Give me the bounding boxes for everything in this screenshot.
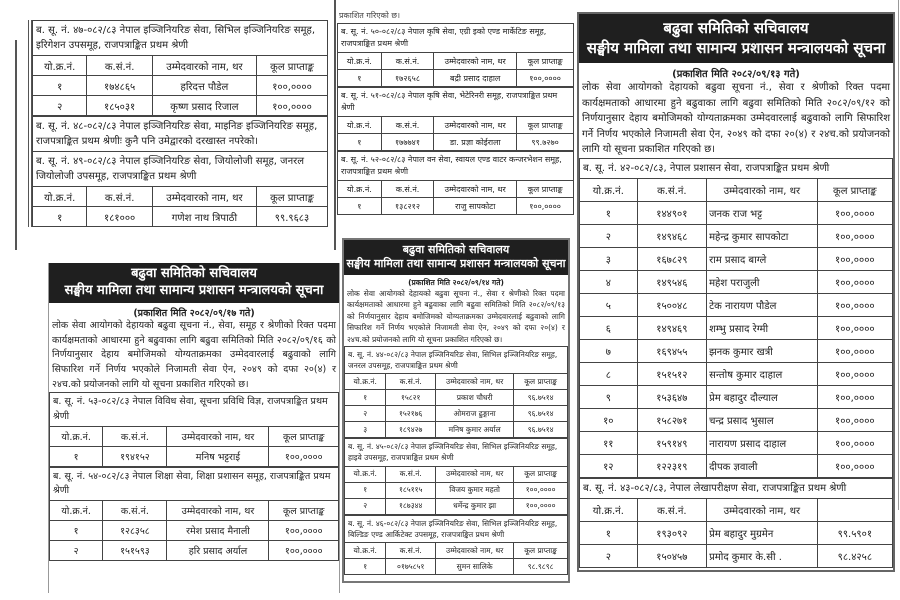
table-row [580, 201, 893, 224]
candidate-name-cell: राजु सापकोटा [434, 198, 517, 215]
roll-number-cell: १५९१४९ [637, 431, 706, 454]
results-table [32, 186, 328, 227]
notice-subtitle: सङ्घीय मामिला तथा सामान्य प्रशासन मन्त्रालयको सूचना [64, 282, 324, 298]
column-header: यो.क्र.नं. [345, 466, 386, 482]
candidate-name-cell: प्रकाश चौधरी [436, 390, 514, 406]
column-header: यो.क्र.नं. [580, 498, 638, 521]
table-row [580, 385, 893, 408]
candidate-name-cell: शम्भु प्रसाद रेग्मी [707, 316, 818, 339]
publication-date: (प्रकाशित मिति २०८२/०९/१४ गते) [408, 277, 504, 287]
results-table [337, 180, 574, 215]
notice-title: बढुवा समितिको सचिवालय [663, 19, 809, 37]
column-header: यो.क्र.नं. [50, 426, 103, 446]
results-table [344, 373, 568, 438]
table-row [345, 390, 568, 406]
serial-cell: ३ [580, 247, 638, 270]
table-row [50, 446, 339, 466]
total-score-cell: १००,०००० [269, 541, 339, 561]
candidate-name-cell: हरि प्रसाद अर्याल [167, 541, 269, 561]
notice-subtitle: सङ्घीय मामिला तथा सामान्य प्रशासन मन्त्रालयको सूचना [346, 257, 566, 271]
total-score-cell: १००,०००० [256, 96, 327, 116]
serial-cell: १ [338, 198, 382, 215]
notice-clipping [48, 263, 340, 593]
notice-clipping [577, 12, 895, 572]
table-header-row [345, 466, 568, 482]
table-row [50, 521, 339, 541]
total-score-cell: ९६.७५१४ [514, 422, 568, 438]
table-header-row [345, 543, 568, 559]
serial-cell: १ [345, 390, 386, 406]
column-header: क.सं.नं. [386, 466, 436, 482]
notice-subtitle: सङ्घीय मामिला तथा सामान्य प्रशासन मन्त्रालयको सूचना [586, 38, 886, 57]
advertisement-heading: ब. सू. नं. ४५-०८२/८३ नेपाल इञ्जिनियरिङ सेवा, सिभिल इञ्जिनियरिङ समूह, हाइवे उपसमूह, राजपत्राङ्कित प्रथम श्रेणी [344, 438, 568, 466]
roll-number-cell: १८७३४४ [386, 498, 436, 514]
candidate-name-cell: गणेश नाथ त्रिपाठी [152, 207, 256, 227]
column-header: क.सं.नं. [103, 501, 167, 521]
serial-cell: १० [580, 408, 638, 431]
roll-number-cell: ०१७५८५१ [386, 559, 436, 575]
column-header: कूल प्राप्ताङ्क [269, 426, 339, 446]
roll-number-cell: १९४१५२ [103, 446, 167, 466]
total-score-cell: १००,०००० [517, 70, 574, 87]
column-header: उम्मेदवारको नाम, थर [436, 374, 514, 390]
serial-cell: ६ [580, 316, 638, 339]
column-header: उम्मेदवारको नाम, थर [707, 498, 818, 521]
column-header: कूल प्राप्ताङ्क [256, 56, 327, 76]
candidate-name-cell: धर्मेन्द्र कुमार झा [436, 498, 514, 514]
column-header: क.सं.नं. [386, 374, 436, 390]
table-row [50, 541, 339, 561]
total-score-cell: १००,०००० [817, 293, 892, 316]
advertisement-heading: ब. सू. नं. ५४-०८२/८३ नेपाल शिक्षा सेवा, शिक्षा प्रशासन समूह, राजपत्राङ्कित प्रथम श्रेणी [49, 467, 339, 501]
serial-cell: १ [338, 70, 382, 87]
candidate-name-cell: जनक राज भट्ट [707, 201, 818, 224]
table-row [580, 362, 893, 385]
roll-number-cell: १४९४६९ [637, 316, 706, 339]
notice-clipping [28, 20, 328, 227]
column-header: उम्मेदवारको नाम, थर [152, 187, 256, 207]
total-score-cell: १००,०००० [817, 224, 892, 247]
notice-clipping [342, 238, 570, 583]
serial-cell: ५ [580, 293, 638, 316]
column-header: कूल प्राप्ताङ्क [517, 181, 574, 198]
table-header-row [580, 178, 893, 201]
table-row [580, 454, 893, 477]
column-header: कूल प्राप्ताङ्क [256, 187, 327, 207]
roll-number-cell: १५२१७६ [386, 406, 436, 422]
column-header [817, 498, 892, 521]
total-score-cell: १००,०००० [817, 408, 892, 431]
candidate-name-cell: बद्री प्रसाद दाहाल [434, 70, 517, 87]
candidate-name-cell: प्रमोद कुमार के.सी . [707, 544, 818, 567]
notice-body-text: लोक सेवा आयोगको देहायको बढुवा सूचना नं., सेवा र श्रेणीको रिक्त पदमा कार्यक्षमताको आधारमा हुने बढुवाका लागि बढुवा समितिको मिति २०८२/०९/१२ को निर्णयानुसार देहाय बमोजिमको योग्यताक्रमका उम्मेदवारलाई बढुवाको लागि सिफारिश गर्ने निर्णय भएकोले निजामती सेवा ऐन, २०४९ को दफा २०(४) र २४च.को प्रयोजनको लागि यो सूचना प्रकाशित गरिएको छ। [582, 82, 890, 155]
candidate-name-cell: नारायण प्रसाद दाहाल [707, 431, 818, 454]
column-header: उम्मेदवारको नाम, थर [434, 53, 517, 70]
total-score-cell: १००,०००० [817, 454, 892, 477]
total-score-cell: ९८.४२५८ [817, 544, 892, 567]
results-table [579, 498, 893, 568]
table-row [580, 270, 893, 293]
roll-number-cell: १५३६४७ [637, 385, 706, 408]
advertisement-heading: ब. सू. नं. ४२-०८२/८३, नेपाल प्रशासन सेवा, राजपत्राङ्कित प्रथम श्रेणी [579, 158, 893, 178]
candidate-name-cell: महेश पराजुली [707, 270, 818, 293]
serial-cell: ४ [580, 270, 638, 293]
publication-date: (प्रकाशित मिति २०८२/०९/१३ गते) [672, 69, 800, 80]
serial-cell: २ [580, 224, 638, 247]
roll-number-cell: १८५०३१ [87, 96, 152, 116]
results-table [337, 52, 574, 87]
total-score-cell: १००,०००० [817, 316, 892, 339]
serial-cell: ९ [580, 385, 638, 408]
table-header-row [33, 187, 328, 207]
publication-date: (प्रकाशित मिति २०८२/०९/१७ गते) [133, 307, 255, 319]
serial-cell: १ [33, 76, 87, 96]
total-score-cell: १००,०००० [817, 339, 892, 362]
notice-header [344, 240, 568, 275]
table-header-row [338, 117, 574, 134]
roll-number-cell: १५८२१ [386, 390, 436, 406]
candidate-name-cell: प्रेम बहादुर मुग्रमेन [707, 521, 818, 544]
column-header: यो.क्र.नं. [338, 181, 382, 198]
total-score-cell: ९९.९६८३ [256, 207, 327, 227]
results-table [49, 500, 339, 561]
roll-number-cell: १३८२१२ [381, 198, 433, 215]
total-score-cell: ९९.७२७० [517, 134, 574, 151]
advertisement-heading: ब. सू. नं. ४६-०८२/८३ नेपाल इञ्जिनियरिङ सेवा, सिभिल इञ्जिनियरिङ समूह, बिल्डिङ एण्ड आर्किटेक्ट उपसमूह, राजपत्राङ्कित प्रथम श्रेणी [344, 515, 568, 543]
table-header-row [33, 56, 328, 76]
serial-cell: १ [33, 207, 87, 227]
column-header: उम्मेदवारको नाम, थर [436, 543, 514, 559]
column-header: यो.क्र.नं. [338, 117, 382, 134]
column-header: यो.क्र.नं. [33, 56, 87, 76]
table-row [33, 207, 328, 227]
table-row [33, 76, 328, 96]
table-row [345, 406, 568, 422]
column-header: क.सं.नं. [386, 543, 436, 559]
candidate-name-cell: मनिष भट्टराई [167, 446, 269, 466]
column-header: यो.क्र.नं. [580, 178, 638, 201]
advertisement-heading: ब. सू. नं. ५३-०८२/८३ नेपाल विविध सेवा, सूचना प्रविधि विज्ञ, राजपत्राङ्कित प्रथम श्रेणी [49, 392, 339, 426]
column-header: कूल प्राप्ताङ्क [514, 374, 568, 390]
candidate-name-cell: ओमराज ढुङ्गाना [436, 406, 514, 422]
column-header: क.सं.नं. [87, 187, 152, 207]
table-row [580, 431, 893, 454]
total-score-cell: १००,०००० [817, 270, 892, 293]
table-row [580, 247, 893, 270]
serial-cell: २ [580, 544, 638, 567]
roll-number-cell: १५०४५७ [637, 544, 706, 567]
serial-cell: ११ [580, 431, 638, 454]
candidate-name-cell: हरिदत्त पौडेल [152, 76, 256, 96]
table-header-row [50, 426, 339, 446]
total-score-cell: १००,०००० [817, 201, 892, 224]
total-score-cell: १००,०००० [269, 521, 339, 541]
table-header-row [580, 498, 893, 521]
roll-number-cell: १८९४२७ [386, 422, 436, 438]
serial-cell: १ [338, 134, 382, 151]
table-row [345, 559, 568, 575]
clipping-lead-text: प्रकाशित गरिएको छ। [339, 11, 401, 20]
table-row [580, 224, 893, 247]
column-header: उम्मेदवारको नाम, थर [167, 501, 269, 521]
total-score-cell: १००,०००० [269, 446, 339, 466]
roll-number-cell: १४४९०१ [637, 201, 706, 224]
serial-cell: २ [50, 541, 103, 561]
column-header: उम्मेदवारको नाम, थर [434, 117, 517, 134]
column-header: क.सं.नं. [103, 426, 167, 446]
column-header: कूल प्राप्ताङ्क [269, 501, 339, 521]
roll-number-cell: १२८३५८ [103, 521, 167, 541]
table-row [580, 316, 893, 339]
table-row [580, 521, 893, 544]
notice-body-text: लोक सेवा आयोगको देहायको बढुवा सूचना नं., सेवा, समूह र श्रेणीको रिक्त पदमा कार्यक्षमताको आधारमा हुने बढुवाका लागि बढुवा समितिको मिति २०८२/०९/१६ को निर्णयानुसार देहाय बमोजिमको योग्यताक्रमका उम्मेदवारलाई बढुवाको लागि सिफारिश गर्ने निर्णय भएकोले निजामती सेवा ऐन, २०४९ को दफा २०(४) र २४च.को प्रयोजनको लागि यो सूचना प्रकाशित गरिएको छ। [52, 319, 336, 390]
serial-cell: ३ [345, 422, 386, 438]
column-header: यो.क्र.नं. [345, 543, 386, 559]
column-header: यो.क्र.नं. [33, 187, 87, 207]
column-header: क.सं.नं. [87, 56, 152, 76]
serial-cell: १ [50, 446, 103, 466]
candidate-name-cell: झनक कुमार खत्री [707, 339, 818, 362]
column-header: कूल प्राप्ताङ्क [514, 543, 568, 559]
candidate-name-cell: विजय कुमार महतो [436, 482, 514, 498]
total-score-cell: ९६.७५१४ [514, 390, 568, 406]
table-row [33, 96, 328, 116]
advertisement-heading: ब. सू. नं. ४४-०८२/८३ नेपाल इञ्जिनियरिङ सेवा, सिभिल इञ्जिनियरिङ समूह, जनरल उपसमूह, राजपत्राङ्कित प्रथम श्रेणी [344, 346, 568, 374]
advertisement-heading: ब. सू. नं. ४९-०८२/८३ नेपाल इञ्जिनियरिङ सेवा, जियोलोजी समूह, जनरल जियोलोजी उपसमूह, राजपत्राङ्कित प्रथम श्रेणी [32, 151, 328, 186]
table-row [345, 498, 568, 514]
roll-number-cell: १८१००० [87, 207, 152, 227]
column-header: यो.क्र.नं. [50, 501, 103, 521]
results-table [579, 178, 893, 478]
table-header-row [50, 501, 339, 521]
table-row [580, 293, 893, 316]
column-header: कूल प्राप्ताङ्क [517, 53, 574, 70]
total-score-cell: १००,०००० [514, 482, 568, 498]
candidate-name-cell: मनिष कुमार अर्याल [436, 422, 514, 438]
table-row [580, 408, 893, 431]
serial-cell: १ [50, 521, 103, 541]
candidate-name-cell: टेक नारायण पौडेल [707, 293, 818, 316]
total-score-cell: १००,०००० [817, 385, 892, 408]
candidate-name-cell: चन्द्र प्रसाद भुसाल [707, 408, 818, 431]
total-score-cell: १००,०००० [817, 247, 892, 270]
column-header: क.सं.नं. [381, 53, 433, 70]
total-score-cell: ९८.९८९८ [514, 559, 568, 575]
table-row [338, 134, 574, 151]
roll-number-cell: १४९५४६ [637, 270, 706, 293]
table-row [345, 422, 568, 438]
notice-title: बढुवा समितिको सचिवालय [402, 243, 510, 256]
roll-number-cell: १८५११५ [386, 482, 436, 498]
roll-number-cell: १६९४५५ [637, 339, 706, 362]
column-header: उम्मेदवारको नाम, थर [436, 466, 514, 482]
column-header: उम्मेदवारको नाम, थर [167, 426, 269, 446]
table-header-row [338, 53, 574, 70]
serial-cell: १ [580, 521, 638, 544]
results-table [32, 55, 328, 116]
table-header-row [345, 374, 568, 390]
column-header: क.सं.नं. [637, 498, 706, 521]
advertisement-heading: ब. सू. नं. ५१-०८२/८३ नेपाल कृषि सेवा, भेटेरिनरी समूह, राजपत्राङ्कित प्रथम श्रेणी [337, 87, 574, 116]
serial-cell: १ [580, 201, 638, 224]
roll-number-cell: १७७७४१ [381, 134, 433, 151]
advertisement-heading: ब. सू. नं. ५०-०८२/८३ नेपाल कृषि सेवा, एग्री इको एण्ड मार्केटिङ समूह, राजपत्राङ्कित प्रथम श्रेणी [337, 23, 574, 52]
candidate-name-cell: सन्तोष कुमार दाहाल [707, 362, 818, 385]
candidate-name-cell: सुमन सालिके [436, 559, 514, 575]
table-row [345, 482, 568, 498]
table-row [580, 339, 893, 362]
advertisement-heading: ब. सू. नं. ४८-०८२/८३ नेपाल इञ्जिनियरिङ सेवा, माइनिङ इञ्जिनियरिङ समूह, राजपत्राङ्कित प्रथम श्रेणीः कुनै पनि उमेद्वारको दरखास्त नपरेको। [32, 116, 328, 151]
serial-cell: २ [345, 406, 386, 422]
roll-number-cell: १५१५९३ [103, 541, 167, 561]
column-header: यो.क्र.नं. [345, 374, 386, 390]
column-header: उम्मेदवारको नाम, थर [152, 56, 256, 76]
candidate-name-cell: डा. प्रज्ञा कोईराला [434, 134, 517, 151]
serial-cell: ७ [580, 339, 638, 362]
table-row [338, 70, 574, 87]
serial-cell: १ [345, 559, 386, 575]
table-header-row [338, 181, 574, 198]
results-table [344, 542, 568, 575]
advertisement-heading: ब. सू. नं. ५२-०८२/८३ नेपाल वन सेवा, स्वायल एण्ड वाटर कन्जरभेशन समूह, राजपत्राङ्कित प्रथम श्रेणी [337, 151, 574, 180]
roll-number-cell: १५१५१२ [637, 362, 706, 385]
roll-number-cell: १२२३१९ [637, 454, 706, 477]
serial-cell: १२ [580, 454, 638, 477]
candidate-name-cell: रमेश प्रसाद मैनाली [167, 521, 269, 541]
column-header: उम्मेदवारको नाम, थर [707, 178, 818, 201]
column-header: कूल प्राप्ताङ्क [514, 466, 568, 482]
roll-number-cell: १४९४६८ [637, 224, 706, 247]
candidate-name-cell: प्रेम बहादुर दौल्याल [707, 385, 818, 408]
roll-number-cell: १७४८६५ [87, 76, 152, 96]
roll-number-cell: १७२६५८ [381, 70, 433, 87]
notice-body-text: लोक सेवा आयोगको देहायको बढुवा सूचना नं., सेवा र श्रेणीको रिक्त पदमा कार्यक्षमताको आधारमा हुने बढुवाका लागि बढुवा समितिको मिति २०८२/०९/१३ को निर्णयानुसार देहाय बमोजिमको योग्यताक्रमका उम्मेदवारलाई बढुवाको लागि सिफारिश गर्ने निर्णय भएकोले निजामती सेवा ऐन, २०४९ को दफा २०(४) र २४च.को प्रयोजनको लागि यो सूचना प्रकाशित गरिएको छ। [347, 288, 565, 345]
roll-number-cell: १५००४८ [637, 293, 706, 316]
total-score-cell: ९६.७५१४ [514, 406, 568, 422]
candidate-name-cell: दीपक ज्ञवाली [707, 454, 818, 477]
serial-cell: ८ [580, 362, 638, 385]
serial-cell: २ [345, 498, 386, 514]
total-score-cell: १००,०००० [514, 498, 568, 514]
notice-clipping [337, 8, 574, 215]
results-table [344, 466, 568, 515]
candidate-name-cell: कृष्ण प्रसाद रिजाल [152, 96, 256, 116]
column-header: क.सं.नं. [381, 181, 433, 198]
roll-number-cell: १६७८२९ [637, 247, 706, 270]
results-table [49, 426, 339, 467]
total-score-cell: ९९.५९०१ [817, 521, 892, 544]
total-score-cell: १००,०००० [256, 76, 327, 96]
notice-title: बढुवा समितिको सचिवालय [131, 266, 257, 281]
column-header: कूल प्राप्ताङ्क [517, 117, 574, 134]
results-table [337, 116, 574, 151]
column-header: क.सं.नं. [381, 117, 433, 134]
roll-number-cell: १५८२७१ [637, 408, 706, 431]
column-divider [898, 0, 899, 510]
serial-cell: २ [33, 96, 87, 116]
candidate-name-cell: महेन्द्र कुमार सापकोटा [707, 224, 818, 247]
advertisement-heading: ब. सू. नं. ४३-०८२/८३, नेपाल लेखापरीक्षण सेवा, राजपत्राङ्कित प्रथम श्रेणी [579, 478, 893, 498]
column-divider [15, 40, 17, 250]
table-row [580, 544, 893, 567]
advertisement-heading: ब. सू. नं. ४७-०८२/८३ नेपाल इञ्जिनियरिङ सेवा, सिभिल इञ्जिनियरिङ समूह, इरिगेशन उपसमूह, राजपत्राङ्कित प्रथम श्रेणी [32, 20, 328, 55]
column-header: उम्मेदवारको नाम, थर [434, 181, 517, 198]
serial-cell: १ [345, 482, 386, 498]
total-score-cell: १००,०००० [517, 198, 574, 215]
column-divider [334, 0, 336, 250]
candidate-name-cell: राम प्रसाद बाग्ले [707, 247, 818, 270]
total-score-cell: १००,०००० [817, 362, 892, 385]
roll-number-cell: १९३०९२ [637, 521, 706, 544]
notice-header [49, 263, 339, 303]
table-row [338, 198, 574, 215]
column-header: यो.क्र.नं. [338, 53, 382, 70]
total-score-cell: १००,०००० [817, 431, 892, 454]
column-header: क.सं.नं. [637, 178, 706, 201]
notice-header [579, 14, 893, 63]
column-header: कूल प्राप्ताङ्क [817, 178, 892, 201]
